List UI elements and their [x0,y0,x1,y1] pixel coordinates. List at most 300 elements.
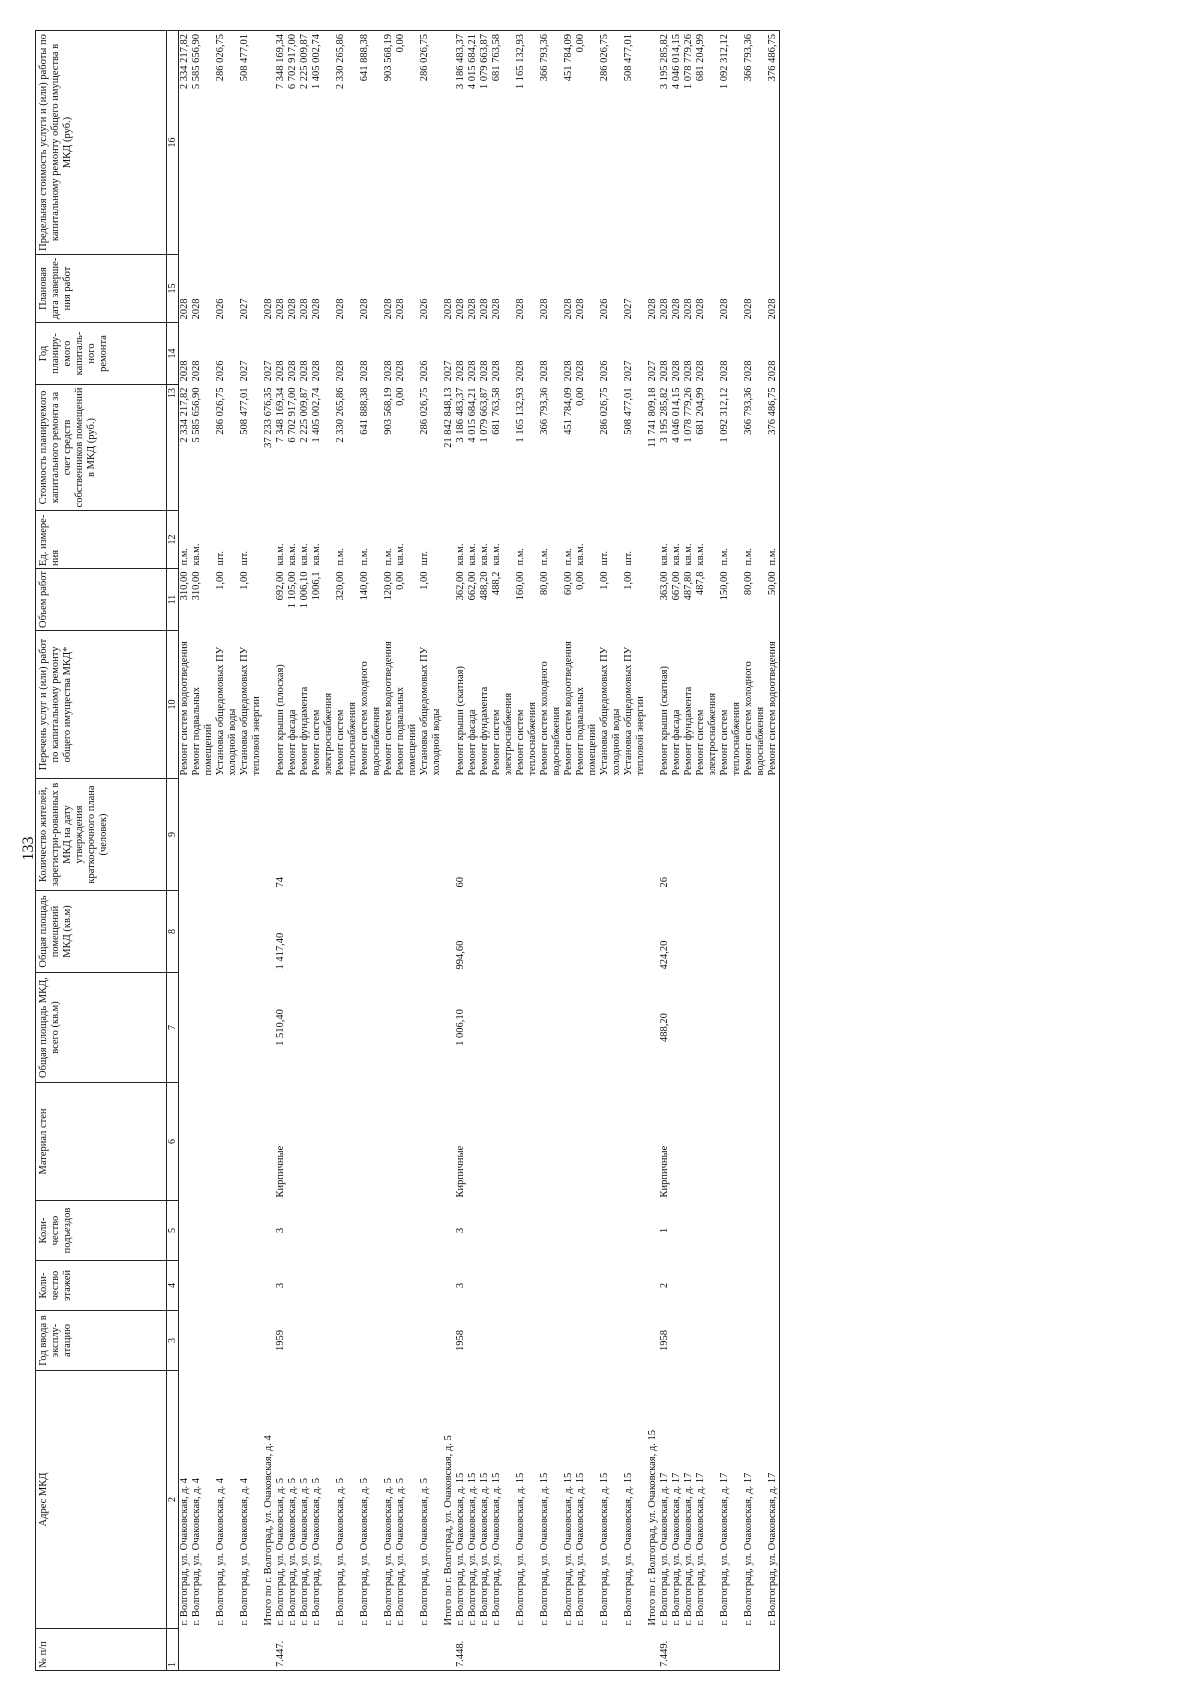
floors-cell [647,1261,659,1311]
row-number-cell [215,1629,239,1671]
address-cell: г. Волгоград, ул. Очаковская, д. 15 [599,1472,610,1626]
wall-material-cell [395,1083,419,1201]
entrances-cell [719,1201,743,1261]
completion-date-cell: 2028 [383,298,394,320]
total-area-cell [263,973,275,1083]
residents-cell [359,779,383,891]
address-cell: Итого по г. Волгоград, ул. Очаковская, д. 5 [443,1435,454,1626]
address-cell: Итого по г. Волгоград, ул. Очаковская, д. 4 [263,1435,274,1626]
premises-area-cell [215,891,239,973]
wall-material-cell [767,1083,780,1201]
max-cost-cell: 681 763,58 [491,31,515,255]
year-built-cell [419,1311,443,1371]
premises-area-cell [263,891,275,973]
work-type-cell: Ремонт фасада [671,709,682,776]
work-type-cell: Ремонт фасада [467,709,478,776]
residents-cell: 60 [455,877,466,888]
total-area-cell [515,973,539,1083]
column-number: 6 [167,1083,179,1201]
year-built-cell [179,1311,192,1371]
unit-cell: шт. [239,550,250,566]
table-row [491,31,515,1671]
total-area-cell [419,973,443,1083]
row-number-cell [467,1629,479,1671]
residents-cell [563,779,575,891]
repair-year-cell: 2028 [515,360,526,382]
total-area-cell [599,973,623,1083]
year-built-cell [671,1311,683,1371]
address-cell: г. Волгоград, ул. Очаковская, д. 5 [395,1477,406,1626]
table-row [671,31,683,1671]
premises-area-cell [383,891,395,973]
work-volume-cell: 120,00 [383,571,394,601]
total-area-cell [191,973,215,1083]
planned-cost-cell: 376 486,75 [767,385,780,511]
max-cost-cell: 681 204,99 [695,31,719,255]
residents-cell [743,779,767,891]
residents-cell [263,779,275,891]
column-number: 10 [167,631,179,779]
work-type-cell: Ремонт систем холодного водоснабжения [539,661,562,776]
entrances-cell [647,1201,659,1261]
completion-date-cell: 2028 [563,298,574,320]
max-cost-cell: 508 477,01 [239,31,263,255]
premises-area-cell [311,891,335,973]
repair-year-cell: 2028 [395,360,406,382]
year-built-cell [647,1311,659,1371]
column-number: 12 [167,511,179,569]
unit-cell: кв.м. [467,543,478,566]
premises-area-cell: 994,60 [455,940,466,970]
table-body [179,31,780,1671]
total-area-cell [335,973,359,1083]
floors-cell [767,1261,780,1311]
wall-material-cell [479,1083,491,1201]
max-cost-cell: 641 888,38 [359,31,383,255]
work-type-cell: Установка общедомовых ПУ холодной воды [599,646,622,776]
row-number-cell [335,1629,359,1671]
completion-date-cell: 2028 [299,298,310,320]
premises-area-cell [191,891,215,973]
planned-cost-cell: 2 225 009,87 [299,387,310,443]
total-row [263,31,275,1671]
planned-cost-cell: 366 793,36 [743,387,754,435]
planned-cost-cell: 366 793,36 [539,387,550,435]
completion-date-cell: 2026 [215,298,226,320]
entrances-cell [335,1201,359,1261]
completion-date-cell: 2028 [767,255,780,323]
header-cell: Объем работ [36,569,167,631]
work-volume-cell [443,569,455,631]
entrances-cell [311,1201,335,1261]
row-number-cell [647,1629,659,1671]
year-built-cell [743,1311,767,1371]
header-cell: Адрес МКД [36,1371,167,1629]
premises-area-cell [443,891,455,973]
table-row [599,31,623,1671]
header-cell: Общая площадь помещений МКД (кв.м) [36,891,167,973]
planned-cost-cell: 286 026,75 [215,387,226,435]
year-built-cell [515,1311,539,1371]
work-volume-cell: 1,00 [239,571,250,590]
wall-material-cell [743,1083,767,1201]
unit-cell: п.м. [563,547,574,566]
residents-cell [671,779,683,891]
floors-cell [383,1261,395,1311]
total-area-cell [491,973,515,1083]
column-number: 5 [167,1201,179,1261]
wall-material-cell [575,1083,599,1201]
work-type-cell: Ремонт фундамента [299,686,310,776]
planned-cost-cell: 6 702 917,00 [287,387,298,443]
row-number-cell [599,1629,623,1671]
work-volume-cell [263,569,275,631]
year-built-cell [575,1311,599,1371]
row-number-cell [695,1629,719,1671]
max-cost-cell: 2 330 265,86 [335,31,359,255]
max-cost-cell: 451 784,09 [563,31,575,255]
entrances-cell [239,1201,263,1261]
address-cell: г. Волгоград, ул. Очаковская, д. 15 [479,1472,490,1626]
premises-area-cell [179,891,192,973]
wall-material-cell [647,1083,659,1201]
total-area-cell [695,973,719,1083]
floors-cell [743,1261,767,1311]
work-type-cell [647,631,659,779]
year-built-cell [191,1311,215,1371]
address-cell: г. Волгоград, ул. Очаковская, д. 4 [179,1477,190,1626]
planned-cost-cell: 3 186 483,37 [455,387,466,443]
floors-cell [719,1261,743,1311]
address-cell: г. Волгоград, ул. Очаковская, д. 5 [311,1477,322,1626]
wall-material-cell [263,1083,275,1201]
max-cost-cell: 1 079 663,87 [479,31,491,255]
entrances-cell [743,1201,767,1261]
wall-material-cell [191,1083,215,1201]
total-area-cell [563,973,575,1083]
repair-year-cell: 2028 [671,360,682,382]
floors-cell [467,1261,479,1311]
year-built-cell [215,1311,239,1371]
address-cell: г. Волгоград, ул. Очаковская, д. 17 [767,1371,780,1629]
column-number: 2 [167,1371,179,1629]
premises-area-cell [683,891,695,973]
completion-date-cell: 2028 [455,298,466,320]
entrances-cell: 3 [455,1227,466,1234]
total-area-cell [299,973,311,1083]
work-volume-cell: 662,00 [467,571,478,601]
unit-cell [443,511,455,569]
wall-material-cell [239,1083,263,1201]
work-type-cell: Ремонт систем теплоснабжения [515,702,538,776]
row-number-cell [395,1629,419,1671]
repair-year-cell: 2027 [263,360,274,382]
repair-year-cell: 2028 [359,360,370,382]
residents-cell [647,779,659,891]
entrances-cell: 1 [659,1227,670,1234]
year-built-cell [767,1311,780,1371]
completion-date-cell: 2028 [743,298,754,320]
row-number-cell [539,1629,563,1671]
repair-year-cell: 2028 [275,360,286,382]
total-area-cell [179,973,192,1083]
row-number-cell [515,1629,539,1671]
header-cell: Стоимость планируемого капитального ремонта за счет средств собственников помещений в МКД (руб.) [36,385,167,511]
table-row [335,31,359,1671]
wall-material-cell: Кирпичные [275,1145,286,1198]
address-cell: г. Волгоград, ул. Очаковская, д. 5 [419,1477,430,1626]
repair-year-cell: 2028 [563,360,574,382]
unit-cell: п.м. [383,547,394,566]
wall-material-cell [179,1083,192,1201]
table-row [359,31,383,1671]
residents-cell [239,779,263,891]
residents-cell [191,779,215,891]
row-number-cell [359,1629,383,1671]
row-number-cell [419,1629,443,1671]
column-number: 3 [167,1311,179,1371]
table-row [239,31,263,1671]
completion-date-cell: 2028 [683,298,694,320]
entrances-cell [491,1201,515,1261]
total-area-cell [287,973,299,1083]
work-type-cell: Ремонт фасада [287,709,298,776]
completion-date-cell: 2028 [695,298,706,320]
repair-year-cell: 2028 [479,360,490,382]
entrances-cell [179,1201,192,1261]
completion-date-cell: 2028 [275,298,286,320]
residents-cell [539,779,563,891]
unit-cell: шт. [215,550,226,566]
wall-material-cell [563,1083,575,1201]
work-volume-cell: 0,00 [395,571,406,590]
total-row [647,31,659,1671]
completion-date-cell: 2028 [335,298,346,320]
unit-cell: кв.м. [275,543,286,566]
work-volume-cell: 487,8 [695,571,706,596]
entrances-cell: 3 [275,1227,286,1234]
entrances-cell [599,1201,623,1261]
entrances-cell [215,1201,239,1261]
unit-cell: кв.м. [491,543,502,566]
address-cell: г. Волгоград, ул. Очаковская, д. 15 [467,1472,478,1626]
repair-year-cell: 2028 [179,360,190,382]
work-volume-cell: 1,00 [623,571,634,590]
floors-cell [419,1261,443,1311]
planned-cost-cell: 4 046 014,15 [671,387,682,443]
unit-cell: п.м. [179,547,190,566]
address-cell: г. Волгоград, ул. Очаковская, д. 17 [695,1472,706,1626]
header-cell: Плановая дата заверше-ния работ [36,255,167,323]
work-type-cell: Ремонт систем электроснабжения [695,692,718,776]
row-number-cell [287,1629,299,1671]
row-number-cell [479,1629,491,1671]
table-row [299,31,311,1671]
address-cell: г. Волгоград, ул. Очаковская, д. 5 [299,1477,310,1626]
planned-cost-cell: 2 330 265,86 [335,387,346,443]
wall-material-cell: Кирпичные [455,1145,466,1198]
work-volume-cell: 1 006,10 [299,571,310,609]
work-type-cell: Ремонт подвальных помещений [191,686,214,776]
total-area-cell [359,973,383,1083]
wall-material-cell [491,1083,515,1201]
total-area-cell [743,973,767,1083]
repair-year-cell: 2028 [287,360,298,382]
row-number-cell [383,1629,395,1671]
work-volume-cell: 1006,1 [311,571,322,601]
entrances-cell [515,1201,539,1261]
work-volume-cell: 362,00 [455,571,466,601]
completion-date-cell: 2026 [419,298,430,320]
entrances-cell [467,1201,479,1261]
floors-cell [287,1261,299,1311]
repair-year-cell: 2027 [443,360,454,382]
planned-cost-cell: 4 015 684,21 [467,387,478,443]
address-cell: г. Волгоград, ул. Очаковская, д. 15 [491,1472,502,1626]
residents-cell [443,779,455,891]
work-volume-cell: 1,00 [599,571,610,590]
work-type-cell: Ремонт систем водоотведения [767,631,780,779]
repair-year-cell: 2028 [719,360,730,382]
residents-cell [479,779,491,891]
max-cost-cell: 3 186 483,37 [455,31,467,255]
repair-year-cell: 2028 [467,360,478,382]
max-cost-cell: 1 078 779,26 [683,31,695,255]
entrances-cell [443,1201,455,1261]
column-number: 13 [167,385,179,511]
address-cell: г. Волгоград, ул. Очаковская, д. 4 [191,1477,202,1626]
unit-cell: кв.м. [683,543,694,566]
total-area-cell [623,973,647,1083]
year-built-cell [719,1311,743,1371]
max-cost-cell: 1 405 002,74 [311,31,335,255]
address-cell: г. Волгоград, ул. Очаковская, д. 15 [623,1472,634,1626]
column-number: 4 [167,1261,179,1311]
address-cell: г. Волгоград, ул. Очаковская, д. 17 [719,1472,730,1626]
wall-material-cell [695,1083,719,1201]
row-number-cell [623,1629,647,1671]
premises-area-cell [479,891,491,973]
unit-cell: кв.м. [311,543,322,566]
repair-year-cell: 2026 [419,360,430,382]
unit-cell: п.м. [767,511,780,569]
unit-cell: кв.м. [287,543,298,566]
work-type-cell: Ремонт систем водоотведения [563,641,574,776]
max-cost-cell: 5 585 656,90 [191,31,215,255]
premises-area-cell [767,891,780,973]
work-volume-cell: 692,00 [275,571,286,601]
completion-date-cell: 2028 [467,298,478,320]
table-row [419,31,443,1671]
work-volume-cell: 80,00 [743,571,754,596]
premises-area-cell [671,891,683,973]
planned-cost-cell: 7 348 169,34 [275,387,286,443]
unit-cell: п.м. [539,547,550,566]
max-cost-cell: 4 015 684,21 [467,31,479,255]
row-number-cell: 7.447. [275,1629,287,1671]
floors-cell [179,1261,192,1311]
row-number-cell [299,1629,311,1671]
work-volume-cell: 140,00 [359,571,370,601]
planned-cost-cell: 21 842 848,13 [443,387,454,448]
address-cell: г. Волгоград, ул. Очаковская, д. 4 [215,1477,226,1626]
planned-cost-cell: 1 092 312,12 [719,387,730,443]
row-number-cell [719,1629,743,1671]
total-area-cell [383,973,395,1083]
address-cell: г. Волгоград, ул. Очаковская, д. 15 [515,1472,526,1626]
table-row [275,31,287,1671]
planned-cost-cell: 2 334 217,82 [179,387,190,443]
work-volume-cell: 310,00 [191,571,202,601]
residents-cell [179,779,192,891]
planned-cost-cell: 1 165 132,93 [515,387,526,443]
completion-date-cell: 2028 [647,298,658,320]
residents-cell [299,779,311,891]
row-number-cell [767,1629,780,1671]
address-cell: г. Волгоград, ул. Очаковская, д. 5 [359,1477,370,1626]
address-cell: г. Волгоград, ул. Очаковская, д. 15 [563,1472,574,1626]
completion-date-cell: 2028 [515,298,526,320]
page-number: 133 [20,836,37,861]
repair-year-cell: 2027 [623,360,634,382]
year-built-cell: 1958 [455,1330,466,1351]
completion-date-cell: 2028 [719,298,730,320]
address-cell: г. Волгоград, ул. Очаковская, д. 17 [743,1472,754,1626]
work-volume-cell: 320,00 [335,571,346,601]
floors-cell [299,1261,311,1311]
completion-date-cell: 2028 [395,298,406,320]
planned-cost-cell: 451 784,09 [563,387,574,435]
work-type-cell: Ремонт фундамента [683,686,694,776]
total-area-cell: 1 510,40 [275,1009,286,1046]
total-area-cell [683,973,695,1083]
repair-year-cell: 2026 [599,360,610,382]
floors-cell [671,1261,683,1311]
year-built-cell [383,1311,395,1371]
work-type-cell: Ремонт подвальных помещений [575,686,598,776]
year-built-cell [311,1311,335,1371]
work-type-cell: Установка общедомовых ПУ холодной воды [419,646,442,776]
row-number-cell: 7.448. [455,1629,467,1671]
year-built-cell: 1959 [275,1330,286,1351]
unit-cell [647,511,659,569]
max-cost-cell: 366 793,36 [743,31,767,255]
row-number-cell [563,1629,575,1671]
planned-cost-cell: 37 233 676,35 [263,387,274,448]
entrances-cell [359,1201,383,1261]
floors-cell [191,1261,215,1311]
table-row [539,31,563,1671]
premises-area-cell [623,891,647,973]
work-type-cell: Ремонт крыши (плоская) [275,664,286,776]
residents-cell [419,779,443,891]
completion-date-cell: 2027 [239,298,250,320]
year-built-cell [623,1311,647,1371]
column-number: 15 [167,255,179,323]
residents-cell [467,779,479,891]
residents-cell [767,779,780,891]
premises-area-cell [599,891,623,973]
wall-material-cell [359,1083,383,1201]
entrances-cell [287,1201,299,1261]
row-number-cell [491,1629,515,1671]
floors-cell [335,1261,359,1311]
entrances-cell [191,1201,215,1261]
wall-material-cell [719,1083,743,1201]
wall-material-cell [215,1083,239,1201]
repair-year-cell: 2028 [575,360,586,382]
max-cost-cell: 1 165 132,93 [515,31,539,255]
